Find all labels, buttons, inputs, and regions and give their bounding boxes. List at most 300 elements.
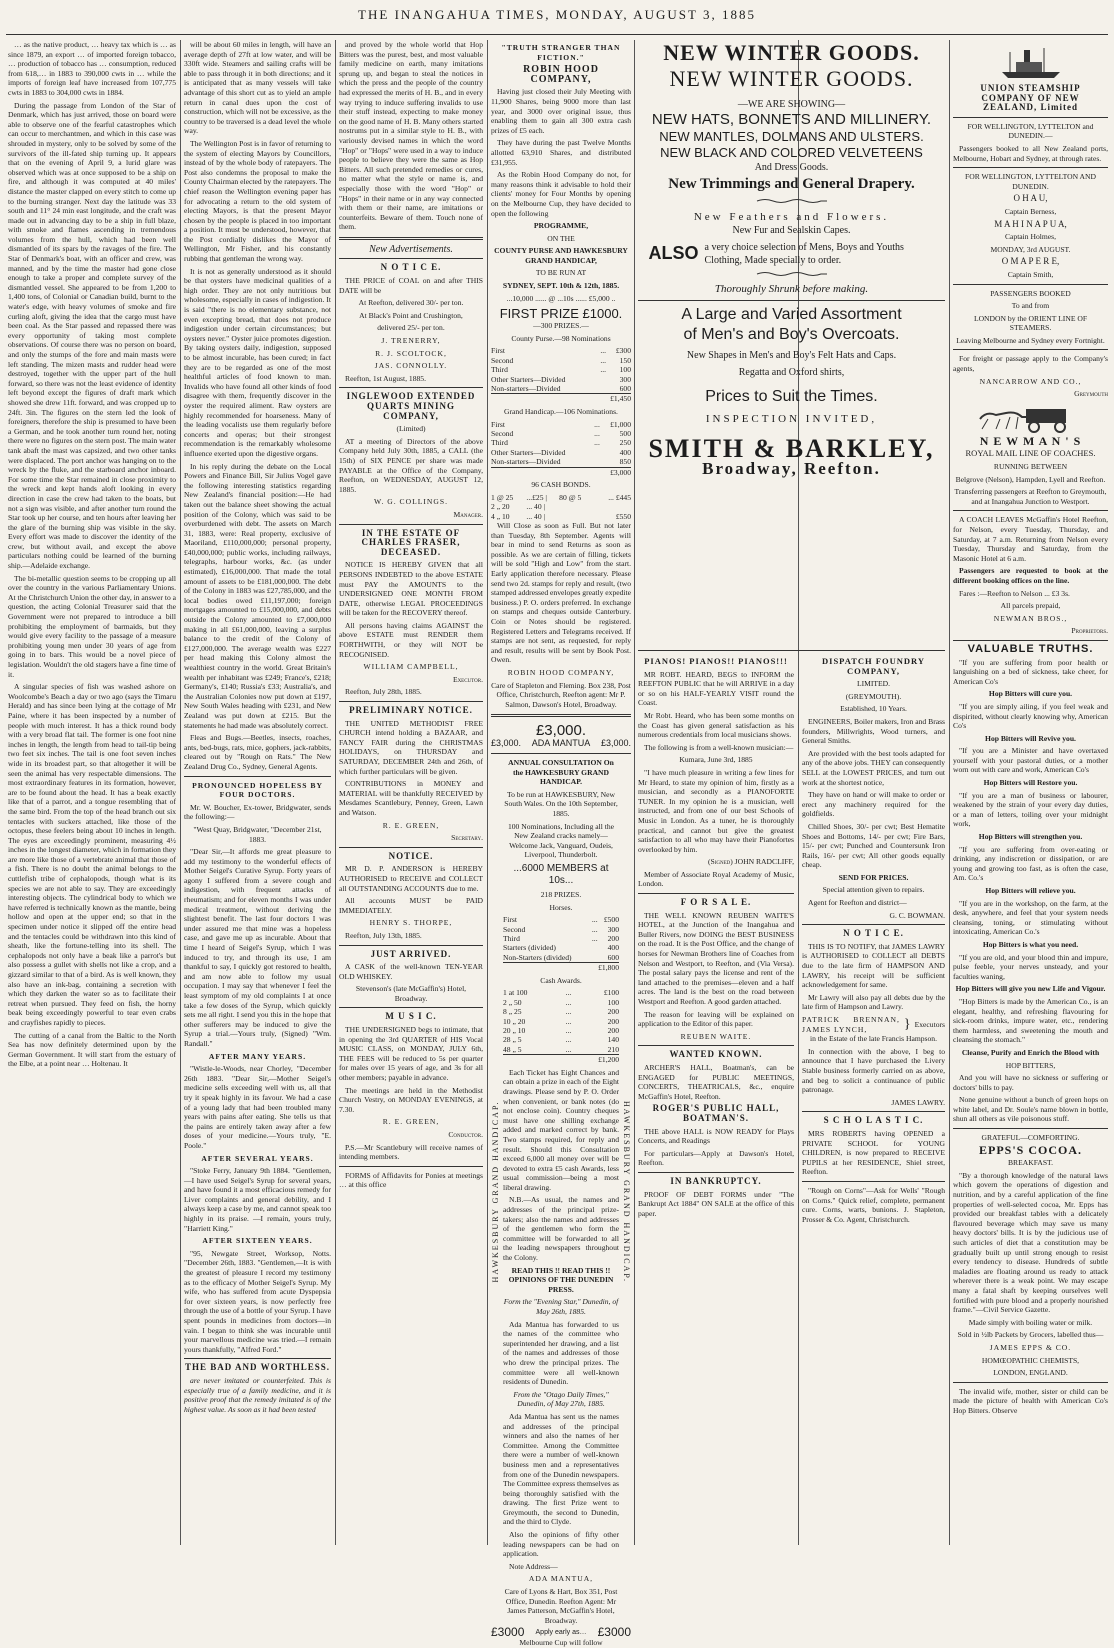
otago-times-quote: From the "Otago Daily Times," Dunedin, of May 27th, 1885. [513, 1389, 609, 1409]
nominations-text: 100 Nominations, Including all the New Zealand cracks namely—Welcome Jack, Vanguard, Oudeis, Liverpool, Thunderbolt. [507, 821, 615, 860]
executors-names: PATRICK BRENNAN, JAMES LYNCH, [802, 1015, 900, 1034]
contributions-role: Secretary. [451, 833, 483, 843]
corns-text: "Rough on Corns"—Ask for Wells' "Rough on Corns." Quick relief, complete, permanent cure. Corns, warts, bunions. J. Stapleton, Prosser & Co. Agent, Christchurch. [802, 1185, 945, 1224]
bad-worthless-heading: THE BAD AND WORTHLESS. [184, 1362, 331, 1373]
testimonial-subheading: AFTER SIXTEEN YEARS. [202, 1236, 313, 1246]
ada-name: ADA MANTUA [531, 738, 591, 749]
epps-london: LONDON, ENGLAND. [993, 1368, 1068, 1378]
also-row [638, 241, 945, 267]
annual-heading: ANNUAL CONSULTATION On the HAWKESBURY GRAND HANDICAP. [508, 757, 614, 787]
agents-name: NANCARROW AND CO., [979, 376, 1082, 386]
ada-address-name: ADA MANTUA, [528, 1574, 594, 1584]
anderson-date: Reefton, July 13th, 1885. [345, 930, 422, 940]
table-row: Other Starters—Divided 300 [491, 374, 631, 384]
testimonial-text: "Dear Sir,—It affords me great pleasure to add my testimony to the wonderful effects of Mother Seigel's Curative Syrup. Forty years of agony I suffered from a severe cough and indigestion, with frequent attacks of rheumatism; and for eleven months I was under medical treatment, without deriving the slightest benefit. The last four doctors I was under assured me that mine was a hopeless case, and gave me up as incurable. About that time I heard of Seigel's Syrup, which I was induced to try, and through its use, I am thankful to say, I quickly got restored to health, and am now able to follow my usual occupation. I may say that whenever I feel the least symptom of my old complaints I at once take a few doses of the Syrup, which quickly sets me all right. I send you this in the hope that other sufferers may be induced to give the Syrup a trial.—Yours truly, (Signed) "Wm. Randall." [184, 847, 331, 1048]
ship-captain: Captain Smith, [1007, 269, 1054, 279]
article-paragraph: The Wellington Post is in favor of returning to the system of electing Mayors by Councillors, instead of by the whole body of ratepayers. The Post also condemns the proposal to make the County Chairman elected by the ratepayers. The chief reason the Wellington evening paper has for advocating a return to the old system of electing Mayors, is that the present Mayor chosen by the people is placed in too important a position. It must be understood, however, that the Post cordially dislikes the Mayor of Wellington, Mr Fisher, and his constantly rubbing that gentleman the wrong way. [184, 138, 331, 264]
divider [638, 893, 794, 894]
vt-slogan: HOP BITTERS, [1005, 1060, 1056, 1070]
vt-slogan: Hop Bitters will Revive you. [985, 733, 1076, 743]
bankruptcy-heading: IN BANKRUPTCY. [670, 1175, 762, 1186]
article-paragraph: will be about 60 miles in length, will have an average depth of 27ft at low water, and will be 330ft wide. Steamers and sailing crafts will be able to pass through it in both directions; and it is anticipated that as many vessels will take advantage of this short cut as to yield an ample return in canal dues upon the cost of construction, which will not be excessive, as the country to be traversed is a dead level the whole way. [184, 40, 331, 136]
on-the-label: ON THE [547, 233, 575, 243]
vt-text: "If you are a Minister and have overtaxed yourself with your pastoral duties, or a mother worn out with care and work, American Co's [953, 746, 1108, 775]
column-rule [335, 40, 336, 1545]
for-sale-signatory: REUBEN WAITE. [680, 1031, 752, 1041]
passengers-requested: Passengers are requested to book at the different booking offices on the line. [953, 566, 1108, 585]
for-sale-heading: F O R S A L E. [680, 897, 752, 908]
estate-text: All persons having claims AGAINST the above ESTATE must RENDER them FORTHWITH, or they will NOT be RECOGNISED. [339, 620, 483, 659]
table-row: Second ... 300 [503, 924, 619, 934]
inglewood-limited: (Limited) [396, 424, 426, 434]
ship-name: O H A U, [1013, 193, 1048, 204]
divider [953, 1128, 1108, 1129]
table-row: 4 „ 10 ... 40 | £550 [491, 511, 631, 521]
coal-blacks-price: delivered 25/- per ton. [377, 323, 445, 333]
overcoats-line: A Large and Varied Assortment [681, 306, 902, 324]
estate-text: NOTICE IS HEREBY GIVEN that all PERSONS INDEBTED to the above ESTATE must PAY the AMOUNTS to the UNDERSIGNED ONE MONTH FROM DATE, otherwise LEGAL PROCEEDINGS will be taken for the RECOVERY thereof. [339, 560, 483, 618]
column-3 [339, 40, 483, 1548]
agent-label: Agent for Reefton and district— [808, 898, 907, 908]
table-row: Starters (divided) 400 [503, 943, 619, 953]
music-role: Conductor. [448, 1130, 483, 1139]
ada-address: Care of Lyons & Hart, Box 351, Post Office, Dunedin. Reefton Agent: Mr James Patterson, McGaffin's Hotel, Broadway. [504, 1587, 618, 1625]
coal-notice-text: THE PRICE of COAL on and after THIS DATE will be [339, 276, 483, 295]
epps-company: JAMES EPPS & CO. [989, 1342, 1072, 1352]
foundry-text: They have on hand or will make to order or erect any machinery required for the goldfields. [802, 790, 945, 819]
bad-worthless-text: are never imitated or counterfeited. This is especially true of a family medicine, and it is positive proof that the remedy imitated is of the highest value. As soon as it had been tested [184, 1375, 331, 1414]
divider [802, 1111, 945, 1112]
programme-label: PROGRAMME, [533, 221, 589, 231]
methodist-text: THE UNITED METHODIST FREE CHURCH intend holding a BAZAAR, and FANCY FAIR during the CHRISTMAS HOLIDAYS, on THURSDAY and SATURDAY, DECEMBER 24th and 26th, of which further particulars will be given. [339, 718, 483, 776]
table-row: Third ... 250 [491, 438, 631, 448]
table-row: Non-starters—Divided 850 [491, 457, 631, 467]
foundry-heading: DISPATCH FOUNDRY COMPANY, [822, 656, 925, 676]
firm-name: SMITH & BARKLEY, [648, 434, 935, 464]
goods-line: New Feathers and Flowers. [693, 210, 890, 223]
divider [953, 167, 1108, 168]
article-paragraph: … as the native product, … heavy tax which is … as since 1879, an export … of imported foreign tobacco, … production of tobacco has … consumption, reduced from 618,… in 1883 to 390,000 cwts in … while the imports of foreign leaf have increased from 107,775 cwts in 1883 to 304,000 cwts in 1884. [8, 40, 176, 97]
table-row: First ... £500 [503, 915, 619, 925]
heard-text: MR ROBT. HEARD, BEGS to INFORM the REEFTON PUBLIC that he will ARRIVE in a day or so on his HALF-YEARLY VISIT round the Coast. [638, 669, 794, 708]
annual-subheading: To be run at HAWKESBURY, New South Wales. On the 10th September, 1885. [504, 789, 618, 818]
divider [184, 1358, 331, 1359]
music-text: THE UNDERSIGNED begs to intimate, that in opening the 3rd QUARTER of HIS Vocal MUSIC CLASS, on MONDAY, JULY 6th, THE FEES will be reduced to 5s per quarter for males over 15 years of age, and 3s for all other members; payable in advance. [339, 1025, 483, 1083]
goods-line: NEW HATS, BONNETS AND MILLINERY. [651, 111, 932, 128]
for-sale-text: The reason for leaving will be explained on application to the Editor of this paper. [638, 1009, 794, 1029]
freight-text: For freight or passage apply to the Company's agents, [953, 354, 1108, 374]
vt-text: And you will have no sickness or suffering or doctors' bills to pay. [953, 1073, 1108, 1092]
table-row: First ... £1,000 [491, 419, 631, 429]
foundry-text: ENGINEERS, Boiler makers, Iron and Brass founders, Millwrights, Wood turners, and General Smiths. [802, 716, 945, 746]
vt-slogan: Hop Bitters will give you new Life and Vigour. [955, 984, 1106, 994]
epps-breakfast: BREAKFAST. [1007, 1158, 1054, 1168]
testimonial-subheading: AFTER MANY YEARS. [208, 1051, 307, 1061]
divider [491, 714, 631, 717]
divider [339, 258, 483, 259]
divider [339, 945, 483, 946]
article-paragraph: It is not as generally understood as it should be that oysters have medicinal qualities of a high order. They are not only nutritious but wholesome, especially in cases of indigestion. It is said "there is no elementary substance, not even excepting bread, that does not produce indigestion under certain circumstances; but oysters never." Oyster juice promotes digestion. By taking oysters daily, indigestion, supposed to be almost incurable, has been cured; in fact they are to be regarded as one of the most healthful articles of food known to man. Invalids who have found all other kinds of food disagree with them, frequently discover in the oyster the required aliment. Raw oysters are highly recommended for hoarseness. Many of the leading vocalists use them regularly before concerts and operas; but their strongest recommendation is the remarkably wholesome influence exerted upon the digestive organs. [184, 266, 331, 458]
epps-sold: Sold in ½lb Packets by Grocers, labelled thus— [957, 1330, 1104, 1340]
vt-text: "If you are old, and your blood thin and impure, pulse feeble, your nerves unsteady, and your faculties waning, [953, 952, 1108, 981]
for-sale-text: THE WELL KNOWN REUBEN WAITE'S HOTEL, at the Junction of the Inangahua and Buller Rivers, now DOING the BEST BUSINESS on the road. It is the Post Office, and the change of horses for Newman Brothers line of Coaches from Nelson and Westport, to Reefton, and (Via Versa). The postal salary pays the license and rent of the land attached to the premises—eleven and a half acres. The land is the best on the road between Westport and Reefton. A good garden attached. [638, 910, 794, 1006]
coal-blacks-point: At Black's Point and Crushington, [359, 310, 463, 320]
to-be-run-label: TO BE RUN AT [535, 268, 587, 278]
vt-text: "Hop Bitters is made by the American Co., is an elegant, healthy, and refreshing flavouring for sick-room drinks, impure water, etc., rendering them harmless, and sweetening the mouth and cleansing the stomach." [953, 996, 1108, 1045]
foundry-established: Established, 10 Years. [840, 704, 907, 714]
ornament-icon [757, 198, 827, 204]
heard-text: Mr Robt. Heard, who has been some months on the Coast has given general satisfaction as his numerous credentials from local musicians shows. [638, 710, 794, 740]
first-prize: FIRST PRIZE £1000. [499, 306, 623, 322]
divider [638, 1172, 794, 1173]
letter-signatory: (Signed) JOHN RADCLIFF, [707, 857, 794, 867]
usc-text: Passengers booked to all New Zealand ports, Melbourne, Hobart and Sydney, at through rates. [953, 143, 1108, 163]
ada-amount: £3000 [597, 1625, 631, 1640]
estate-date: Reefton, July 28th, 1885. [345, 687, 422, 697]
masthead-rule [6, 34, 1108, 35]
music-heading: M U S I C. [385, 1011, 437, 1022]
side-banner: HAWKESBURY GRAND HANDICAP. [622, 1100, 631, 1283]
estate-signatory: WILLIAM CAMPBELL, [363, 662, 459, 672]
steamship-icon [996, 44, 1066, 80]
horses-total: £1,800 [503, 962, 619, 973]
sydney-date: SYDNEY, SEPT. 10th & 12th, 1885. [502, 281, 620, 291]
evening-star-text: Ada Mantua has forwarded to us the names of the committee who superintended her drawing, and a list of the names and addresses of those who drew the principal prizes. The committee were all well-known residents of Dunedin. [503, 1319, 619, 1387]
cash-awards-table [503, 988, 619, 1054]
ship-date: MONDAY, 3rd AUGUST. [990, 244, 1071, 254]
divider [802, 924, 945, 925]
ornament-icon [757, 271, 827, 277]
coal-signatory: J. TRENERRY, [381, 336, 441, 346]
lawry-text: In connection with the above, I beg to announce that I have purchased the Livery Stable business formerly carried on as above, and beg to solicit a continuance of public patronage. [802, 1046, 945, 1095]
ship-name: M A H I N A P U A, [994, 218, 1067, 229]
testimonial-text: "Stoke Ferry, January 9th 1884. "Gentlemen,—I have used Seigel's Syrup for several years, and have found it a most efficacious remedy for Liver complaints and general debility, and I always keep a case by me, and cannot speak too highly in its praise. —I remain, yours truly, "Harriett King." [184, 1166, 331, 1233]
route-text: Belgrove (Nelson), Hampden, Lyell and Reefton. [955, 474, 1106, 484]
robin-hood-body: Will Close as soon as Full. But not later than Tuesday, 8th September. Agents will bear in mind to send Returns as soon as possible. As we are certain of filling, tickets will be sold "High and Low" from the start. Early application therefore necessary. Please send two 2d. stamps for reply and result, (two stamped addressed envelopes greatly expedite business.) P. O. orders preferred. In exchange on stamps and cheques outside Canterbury. Coin or Notes should be registered. Registered Letters and Telegrams received. If stamps are not sent, as requested, for reply and result, results will be sent by Book Post. Owen. [491, 521, 632, 665]
send-prices: SEND FOR PRICES. [838, 872, 909, 882]
epps-chemists: HOMŒOPATHIC CHEMISTS, [981, 1355, 1080, 1365]
ada-address-label: Note Address— [509, 1561, 558, 1571]
divider [339, 1166, 483, 1167]
shrunk-note: Thoroughly Shrunk before making. [714, 283, 869, 296]
county-purse-nominations: County Purse.—98 Nominations [511, 333, 611, 343]
foundry-limited: LIMITED. [856, 679, 891, 689]
goods-line: NEW MANTLES, DOLMANS AND ULSTERS. [659, 129, 924, 144]
column-rule [634, 40, 635, 1545]
newman-heading: N E W M A N ' S [979, 433, 1082, 448]
table-row: 8 „ 25 ... 200 [503, 1007, 619, 1017]
smith-barkley-ad [638, 40, 945, 648]
divider [953, 349, 1108, 350]
lawry-text: THIS IS TO NOTIFY, that JAMES LAWRY is AUTHORISED to COLLECT all DEBTS due to the late firm of HAMPSON AND LAWRY, his receipt will be sufficient acknowledgement for same. [802, 941, 945, 990]
ada-amount: £3,000. [600, 738, 631, 749]
divider [184, 776, 331, 777]
usc-route: FOR WELLINGTON, LYTTELTON AND DUNEDIN. [965, 172, 1096, 191]
horses-table [503, 915, 619, 962]
inglewood-text: AT a meeting of Directors of the above Company held July 30th, 1885, a CALL (the 15th) of SIX PENCE per share was made PAYABLE at the Office of the Company, Reefton, on WEDNESDAY, AUGUST 12, 1885. [339, 436, 483, 494]
evening-star-quote: Form the "Evening Star," Dunedin, of May 26th, 1885. [503, 1297, 619, 1316]
coal-date: Reefton, 1st August, 1885. [345, 373, 426, 383]
prizes-count: —300 PRIZES.— [533, 321, 589, 331]
table-row: 10 „ 20 ... 200 [503, 1016, 619, 1026]
table-row: Other Starters—Divided 400 [491, 447, 631, 457]
table-row: 2 „ 20 ... 40 | [491, 502, 546, 512]
foundry-text: Are provided with the best tools adapted for any of the above jobs. THEY can consequently SELL at the LOWEST PRICES, and turn out work at the shortest notice, [802, 748, 945, 787]
executors-label: Executors [914, 1019, 945, 1029]
overcoats-line: of Men's and Boy's Overcoats. [683, 326, 900, 344]
fares-text: Fares :—Reefton to Nelson ... £3 3s. [959, 588, 1070, 598]
kumara-date: Kumara, June 3rd, 1885 [679, 755, 753, 765]
foundry-text: Chilled Shoes, 30/- per cwt; Best Hematite Shoes and Bottoms, 14/- per cwt; Fire Bars, 15/- per cwt; Punched and Countersunk Iron Rails, 16/- per cwt; All other goods equally cheap. [802, 821, 945, 870]
lawry-notice-heading: N O T I C E. [843, 928, 904, 939]
column-rule [180, 40, 181, 1545]
rogers-text: THE above HALL is NOW READY for Plays Concerts, and Readings [638, 1126, 794, 1146]
pianos-heading: PIANOS! PIANOS!! PIANOS!!! [644, 656, 788, 666]
contributions-text: CONTRIBUTIONS in MONEY and MATERIAL will be thankfully RECEIVED by Mesdames Scantlebury, Penney, Green, Lawn and Watson. [339, 779, 483, 817]
heard-text: The following is from a well-known musician:— [644, 742, 794, 752]
divider [339, 387, 483, 388]
cash-bonds-table [491, 493, 631, 521]
valuable-truths-heading: VALUABLE TRUTHS. [967, 642, 1094, 655]
ada-amount: £3,000. [491, 738, 522, 749]
robin-hood-text: They have during the past Twelve Months allotted 63,910 Shares, and distributed £31,955. [491, 138, 631, 167]
divider [638, 1045, 794, 1046]
to-from-label: To and from [1011, 301, 1050, 311]
column-1 [8, 40, 176, 1548]
vt-slogan: Hop Bitters will cure you. [988, 689, 1073, 699]
arrived-text: A CASK of the well-known TEN-YEAR OLD WHISKEY. [339, 962, 483, 981]
vt-text: None genuine without a bunch of green hops on white label, and Dr. Soule's name blown in bottle, shun all others as vile poisonous stuff. [953, 1095, 1108, 1124]
regatta-line: Regatta and Oxford shirts, [738, 367, 845, 379]
passengers-booked: PASSENGERS BOOKED [990, 288, 1071, 298]
cash-awards-total: £1,200 [503, 1054, 619, 1065]
read-this-heading: READ THIS !! READ THIS !! OPINIONS OF THE DUNEDIN PRESS. [508, 1265, 614, 1294]
transfer-text: Transferring passengers at Reefton to Greymouth, and at Inangahua Junction to Westport. [954, 487, 1107, 506]
column-4 [491, 40, 632, 1647]
divider [953, 117, 1108, 118]
robin-hood-address: Care of Stapleton and Fleming. Box 238, Post Office, Christchurch, Reefton agent: Mr P. Salmon, Dawson's Hotel, Broadway. [491, 680, 631, 709]
divider [339, 524, 483, 525]
arrived-heading: JUST ARRIVED. [370, 948, 452, 959]
ada-mantua-big-amount: £3,000. [535, 722, 587, 740]
article-paragraph: Fleas and Bugs.—Beetles, insects, roaches, ants, bed-bugs, rats, mice, gophers, jack-rabbits, cleared out by "Rough on Rats." The New Zealand Drug Co., Sydney, General Agents. [184, 733, 331, 771]
forms-text: FORMS of Affidavits for Ponies at meetings … at this office [339, 1170, 483, 1190]
grand-handicap-total: £3,000 [491, 467, 631, 478]
robin-hood-signatory: ROBIN HOOD COMPANY, [507, 668, 615, 677]
agents-town: Greymouth [1074, 389, 1108, 399]
goods-line: New Trimmings and General Drapery. [668, 176, 915, 192]
coal-signatory: R. J. SCOLTOCK, [375, 348, 447, 358]
table-row: Third ... 200 [503, 933, 619, 943]
contributions-signatory: R. E. GREEN, [382, 820, 440, 830]
vt-text: "If you are suffering from over-eating or drinking, any indiscretion or dissipation, or are young and growing too fast, as is often the case, Am. Co.'s [953, 844, 1108, 883]
arrived-signatory: Stevenson's (late McGaffin's) Hotel, Broadway. [355, 984, 467, 1003]
horses-label: Horses. [549, 902, 573, 912]
prizes-218: 218 PRIZES. [540, 889, 582, 899]
article-paragraph: In his reply during the debate on the Local Powers and Finance Bill, Sir Julius Vogel gave the following interesting statistics regarding New Zealand's financial position:—He had taken out the balance sheet showing the actual position of the Colony, which was said to be overburdened with debt. The assets on March 31, 1883, were: Real property, exclusive of Maoriland, £110,000,000; personal property, £40,000,000; public works, including railways, telegraphs, harbour works, &c. (as under estimated), £16,000,000. That made the total amount of assets to be £181,000,000. The debt of the Colony in 1883 was £27,785,000, and the local bodies owed £11,197,000; foreign mortgages amounted to £15,000,000, and debts outside the Colony amounted to £7,000,000 making in all £61,000,000, leaving a surplus balance to the credit of the Colony of £127,000,000. The average wealth was £227 per head making this Colony almost the wealthiest country in the world. Great Britain's wealth per inhabitant was £249; France's, £218; Germany's, £140; Russia's £33; Australia's, and the Australian Colonies now put down at £197, New South Wales heading with £231, and New Zealand was put down at £215. But the statements he had made was absolutely correct. [184, 461, 331, 730]
inspection-line: INSPECTION INVITED, [705, 413, 878, 426]
goods-line: NEW BLACK AND COLORED VELVETEENS [660, 145, 923, 160]
table-row: Third ... 100 [491, 365, 631, 375]
ada-mantua-note: N.B.—As usual, the names and addresses of the principal prize-takers; also the names and addresses of the gentlemen who form the committee will be forwarded to all the leading newspapers throughout the Colony. [503, 1195, 619, 1263]
anderson-text: MR D. P. ANDERSON is HEREBY AUTHORISED to RECEIVE and COLLECT all OUTSTANDING ACCOUNTS due to me. [339, 864, 483, 893]
table-row: 20 „ 10 ... 200 [503, 1025, 619, 1035]
coal-signatory: JAS. CONNOLLY. [374, 361, 448, 371]
winter-goods-gothic-title: NEW WINTER GOODS. [663, 40, 920, 65]
vt-slogan: Hop Bitters will relieve you. [985, 886, 1076, 895]
vt-slogan: Hop Bitters is what you need. [982, 939, 1079, 949]
inglewood-heading: INGLEWOOD EXTENDED QUARTS MINING COMPANY, [346, 391, 476, 421]
testimonial-heading: PRONOUNCED HOPELESS BY FOUR DOCTORS. [192, 780, 323, 800]
letter-text: "I have much pleasure in writing a few lines for Mr Heard, to state my opinion of him, firstly as a musician, and secondly as a PIANOFORTE TUNER. In my opinion he is a musician, well instructed, and from one of our best Schools of Music in London. As a tuner, he is thoroughly practical, and cannot but give the greatest satisfaction to all who may have their Pianofortes overlooked by him. [638, 767, 794, 854]
article-paragraph: and proved by the whole world that Hop Bitters was the purest, best, and most valuable family medicine on earth, many imitations sprung up, and began to steal the notices in which the press and the people of the country had expressed the merits of H. B., and in every way trying to induce suffering invalids to use their stuff instead, expecting to make money on the good name of H. B. Many others started nostrums put in a similar style to H. B., with variously devised names in which the word "Hop" or "Hops" were used in a way to induce people to believe they were the same as Hop Bitters. All such pretended remedies or cures, no matter what the style or name is, and especially those with the word "Hop" or "Hops" in their name or in any way connected with them or their name, are imitations or counterfeits. Beware of them. Touch none of them. [339, 40, 483, 232]
usc-heading: UNION STEAMSHIP COMPANY OF NEW ZEALAND, Limited [980, 83, 1081, 113]
robin-hood-text: As the Robin Hood Company do not, for many reasons think it advisable to hold their clients' money for Four Months by opening on the Melbourne Cup, they have decided to open the following [491, 170, 631, 218]
music-signatory: R. E. GREEN, [382, 1117, 440, 1127]
epps-heading: EPPS'S COCOA. [978, 1142, 1082, 1157]
testimonial-text: "West Quay, Bridgwater, "December 21st, 1883. [193, 824, 322, 844]
table-row: 2 „ 50 ... 100 [503, 997, 619, 1007]
robin-hood-text: Having just closed their July Meeting with 11,900 Shares, being 9000 more than last year, and 3000 over original issue, thus enabling them to gain all 300 extra cash prizes of £5 each. [491, 87, 631, 135]
anderson-notice-heading: NOTICE. [388, 850, 434, 861]
agent-name: G. C. BOWMAN. [889, 910, 945, 920]
vt-text: "If you are in the workshop, on the farm, at the desk, anywhere, and feel that your system needs cleansing, toning, or stimulating without intoxicating, American Co.'s [953, 898, 1108, 937]
preliminary-heading: PRELIMINARY NOTICE. [349, 705, 473, 716]
showing-label: —WE ARE SHOWING— [737, 99, 846, 110]
rogers-heading: ROGER'S PUBLIC HALL, BOATMAN'S. [652, 1103, 780, 1123]
letter-member: Member of Associate Royal Academy of Music, London. [638, 869, 794, 889]
coal-notice-heading: N O T I C E. [380, 262, 442, 273]
parcels-text: All parcels prepaid, [1000, 601, 1061, 611]
lawry-signatory: JAMES LAWRY. [891, 1097, 945, 1107]
foundry-place: (GREYMOUTH). [845, 691, 902, 701]
executors-text: in the Estate of the late Francis Hampson. [810, 1034, 937, 1044]
newman-role: Proprietors. [1071, 626, 1108, 636]
inglewood-signatory: W. G. COLLINGS. [374, 497, 448, 507]
inglewood-role: Manager. [453, 509, 483, 519]
county-purse-total: £1,450 [491, 393, 631, 404]
divider [638, 650, 945, 651]
divider [339, 847, 483, 848]
truth-heading: "TRUTH STRANGER THAN FICTION." [501, 43, 621, 62]
bankruptcy-text: PROOF OF DEBT FORMS under "The Bankrupt Act 1884" ON SALE at the office of this paper. [638, 1189, 794, 1218]
ada-mantua-body: Each Ticket has Eight Chances and can obtain a prize in each of the Eight drawings. Please send by P. O. Order when convenient, or bank notes (do not enclose coin). Country cheques must have one shilling exchange added and marked correct by bank. Two stamps required, for reply and result. Should this Consultation exceed 6,000 all money over will be devoted to extra £5 cash Awards, less usual commission—being a most liberal drawing. [503, 1067, 619, 1192]
table-row: First ... £300 [491, 346, 631, 356]
rogers-text: For particulars—Apply at Dawson's Hotel, Reefton. [638, 1148, 794, 1168]
column-5 [638, 654, 794, 1548]
epps-text: "By a thorough knowledge of the natural laws which govern the operations of digestion and nutrition, and by a careful application of the fine properties of well-selected cocoa, Mr. Epps has provided our breakfast tables with a delicately flavoured beverage which may save us many heavy doctors' bills. It is by the judicious use of such articles of diet that a constitution may be gradually built up until strong enough to resist every tendency to disease. Hundreds of subtle maladies are floating around us ready to attack wherever there is a weak point. We may escape many a fatal shaft by keeping ourselves well fortified with pure blood and a properly nourished frame."—Civil Service Gazette. [953, 1170, 1108, 1315]
epps-made: Made simply with boiling water or milk. [968, 1317, 1093, 1327]
running-label: RUNNING BETWEEN [993, 462, 1068, 472]
testimonial-text: "Wistle-le-Woods, near Chorley, "December 26th 1883. "Dear Sir,—Mother Seigel's medicine sells exceeding well with us, all that try it speak highly in its favour. We had a case of a young lady that had been troubled many years with pains after eating. She tells us that the pains are entirely taken away after a few doses of your medicine.—Yours truly, "E. Poole." [184, 1064, 331, 1150]
divider [953, 284, 1108, 285]
ada-mantua-banner [491, 739, 631, 749]
testimonial-text: Mr. W. Boucher, Ex-tower, Bridgwater, sends the following:— [184, 802, 331, 822]
divider [953, 510, 1108, 511]
side-banner: HAWKESBURY GRAND HANDICAP. [491, 1100, 500, 1283]
also-text: a very choice selection of Mens, Boys and Youths Clothing, Made specially to order. [704, 241, 904, 266]
epps-footer-text: The invalid wife, mother, sister or child can be made the picture of health with American Co's Hop Bitters. Observe [953, 1386, 1108, 1415]
table-row: 1 at 100 ... £100 [503, 988, 619, 998]
shapes-line: New Shapes in Men's and Boy's Felt Hats and Caps. [686, 350, 897, 362]
table-row: Non-Starters (divided) 600 [503, 952, 619, 962]
usc-route: FOR WELLINGTON, LYTTELTON and DUNEDIN.— [967, 121, 1094, 141]
divider [491, 753, 631, 754]
wanted-known-heading: WANTED KNOWN. [669, 1049, 763, 1060]
anderson-text: All accounts MUST be PAID IMMEDIATELY. [339, 896, 483, 915]
divider [953, 1382, 1108, 1383]
ada-mantua-ad [491, 758, 631, 1625]
also-word: ALSO [648, 242, 699, 263]
ada-mantua-footer [491, 1625, 631, 1640]
article-paragraph: During the passage from London of the Star of Denmark, which has just arrived, those on board were able to observe one of the fearful catastrophes which can occur to merchantmen, and which in this case was shrouded in mystery, only to be solved by some of the survivors of the ill-fated ship turning up. It appears that on the evening of April 9, a lurid glare was observed which was at once supposed to be a ship on fire, and although it was computed at 40 miles' distance the master clapped on every stitch to come up to the burning stranger. Next day the latitude was 33 south and 11° 24 min east longitude, and the craft was made out in advancing day to be a ship in full blaze, with smoke and flames ascending in tremendous volumes from the hull, which had been well dismantled of its spars by the ravages of the fire. The Star of Denmark's boat, with an officer and crew, was manned, and by the time the master had gone close enough to take a proper and complete survey of the dismantled vessel. She appeared to be from 1,200 to 1,400 tons, of Colonial or Canadian build, burnt to the water's edge, with heavy volumes of smoke and fire curling aloft, giving the idea that the cargo must have been coal. As the Star passed and repassed there was every opportunity of taking most complete observations. Of course there was no person on board, and only the stumps of the fore and main masts were left standing. The mizen masts and rudder head were destroyed, together with the upper part of the hull forward, so there was not the least evidence of identity left beyond except the figures of draft mark which showed she drew 11ft. forward, and was cropped up to 24ft. 3in. The figures on the stern led the look of foreigners, therefore the ship is presumed to have been a German, and he took another turn round her, noting there were no figures on the stern post. The main water tank abaft the mast was capsized, and two other tanks were displaced. The port anchor was hanging on to the wreck by the fluke, and the starboard anchor inboard. For some time the Star remained in close proximity to the wreck and kept hands aloft looking in every direction in case the crew had taken to the boats, but not a sign was visible, and after another turn round the Star took up her course, and ten hours after leaving her the glare of the burning ship was visible in the sky. Every effort was made to discover the identity of the crew, but without avail, and except the above particulars nothing could be learned of the burning ship.—Adelaide exchange. [8, 100, 176, 571]
prices-line: Prices to Suit the Times. [705, 388, 878, 406]
share-amounts: ...10,000 ...... @ ...10s ...... £5,000 .. [506, 293, 616, 303]
epps-pre-heading: GRATEFUL—COMFORTING. [981, 1133, 1080, 1143]
robin-hood-heading: ROBIN HOOD COMPANY, [523, 64, 599, 85]
vt-text: "If you are a man of business or labourer, weakened by the strain of your every day duties, or a man of letters, toiling over your midnight work, [953, 790, 1108, 829]
estate-role: Executor. [452, 674, 483, 684]
special-repairs: Special attention given to repairs. [822, 885, 925, 895]
divider [339, 1007, 483, 1008]
goods-line: And Dress Goods. [754, 162, 829, 173]
table-row: 28 „ 5 ... 140 [503, 1035, 619, 1045]
table-row: Second ... 500 [491, 429, 631, 439]
ada-amount: £3000 [491, 1625, 525, 1640]
orient-line: LONDON by the ORIENT LINE OF STEAMERS. [973, 313, 1088, 333]
vt-slogan: Cleanse, Purify and Enrich the Blood with [961, 1047, 1100, 1057]
royal-mail-line: ROYAL MAIL LINE OF COACHES. [965, 448, 1096, 459]
ada-also-text: Also the opinions of fifty other leading newspapers can be had on application. [503, 1530, 619, 1559]
divider [953, 640, 1108, 641]
county-purse-table [491, 346, 631, 393]
county-purse-title: COUNTY PURSE AND HAWKESBURY GRAND HANDICAP, [494, 246, 628, 265]
new-advertisements-heading: New Advertisements. [369, 243, 453, 255]
ship-captain: Captain Holmes, [1004, 232, 1057, 242]
vt-slogan: Hop Bitters will Restore you. [983, 778, 1078, 788]
goods-line: New Fur and Sealskin Capes. [732, 224, 851, 236]
estate-heading: IN THE ESTATE OF CHARLES FRASER, DECEASED. [361, 527, 461, 557]
column-rule [949, 40, 950, 1545]
column-2 [184, 40, 331, 1548]
divider [339, 237, 483, 240]
orient-text: Leaving Melbourne and Sydney every Fortnight. [956, 335, 1105, 345]
music-text: The meetings are held in the Methodist Church Vestry, on MONDAY EVENINGS, at 7.30. [339, 1085, 483, 1114]
article-paragraph: The cutting of a canal from the Baltic to the North Sea has now definitely determined upon by the German Government. It will start from the estuary of the Elbe, at a point near … Holtenau. It [8, 1030, 176, 1069]
scholastic-heading: S C H O L A S T I C. [823, 1115, 924, 1126]
brace-icon: } [903, 1016, 911, 1032]
testimonial-subheading: AFTER SEVERAL YEARS. [201, 1153, 314, 1163]
winter-goods-ornate-title: NEW WINTER GOODS. [669, 66, 914, 91]
scholastic-text: MRS ROBERTS having OPENED a PRIVATE SCHOOL for YOUNG CHILDREN, is now prepared to RECEIVE PUPILS at her RESIDENCE, Shiel street, Reefton. [802, 1128, 945, 1177]
coach-text: A COACH LEAVES McGaffin's Hotel Reefton, for Nelson, every Tuesday, Thursday, and Saturday, at 7 a.m. Returning from Nelson every Tuesday, Thursday and Saturday, from the Masonic Hotel at 6 a.m. [953, 515, 1108, 563]
ship-name: O M A P E R E, [1001, 256, 1060, 267]
ship-captain: Captain Berness, [1004, 206, 1057, 216]
melbourne-cup-note: Melbourne Cup will follow [519, 1638, 603, 1647]
column-rule [487, 40, 488, 1545]
vt-text: "If you are simply ailing, if you feel weak and dispirited, without clearly knowing why, American Co's [953, 701, 1108, 731]
masthead: THE INANGAHUA TIMES, MONDAY, AUGUST 3, 1885 [358, 7, 756, 22]
grand-handicap-table [491, 420, 631, 467]
divider [339, 701, 483, 702]
table-row: Second ... 150 [491, 355, 631, 365]
anderson-signatory: HENRY S. THORPE, [369, 918, 453, 928]
cash-awards-label: Cash Awards. [540, 975, 582, 985]
members-label: ...6000 MEMBERS at 10s... [513, 862, 609, 886]
divider [802, 1181, 945, 1182]
table-row: 1 @ 25 ...£25 | 80 @ 5 ... £445 [491, 492, 631, 502]
executors-row [802, 1015, 945, 1034]
